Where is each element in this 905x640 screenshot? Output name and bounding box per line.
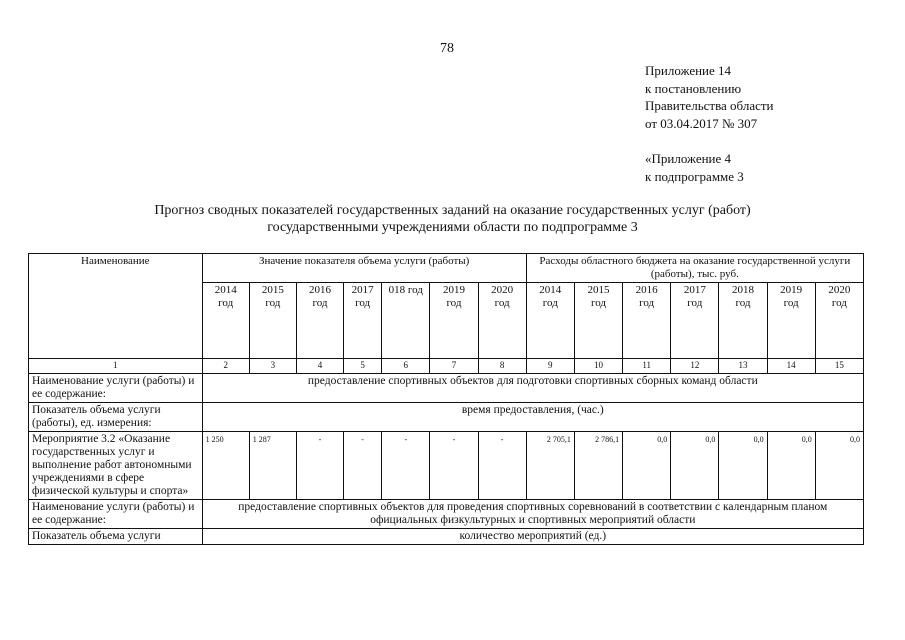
column-number: 4 (296, 359, 343, 374)
year-cell: 2019 год (767, 283, 815, 359)
value-cell: 0,0 (623, 432, 671, 500)
value-cell: 0,0 (719, 432, 767, 500)
value-cell: 2 786,1 (574, 432, 622, 500)
year-cell: 2020 год (478, 283, 526, 359)
indicator-value: количество мероприятий (ед.) (202, 529, 863, 545)
column-number: 13 (719, 359, 767, 374)
measure-row (29, 432, 864, 500)
appendix-reference (645, 62, 774, 132)
column-number: 12 (671, 359, 719, 374)
year-cell: 2014 год (526, 283, 574, 359)
year-cell: 2017 год (344, 283, 382, 359)
column-number: 11 (623, 359, 671, 374)
title-line: Прогноз сводных показателей государственных заданий на оказание государственных услуг (работ) (154, 203, 751, 218)
service-name-label: Наименование услуги (работы) и ее содержание: (29, 374, 203, 403)
value-cell: - (430, 432, 478, 500)
indicator-value: время предоставления, (час.) (202, 403, 863, 432)
column-number-row (29, 359, 864, 374)
year-cell: 2019 год (430, 283, 478, 359)
page-number: 78 (440, 41, 454, 56)
value-cell: - (382, 432, 430, 500)
indicator-label: Показатель объема услуги (29, 529, 203, 545)
service-name-row-2 (29, 500, 864, 529)
value-cell: 1 250 (202, 432, 249, 500)
service-name-label: Наименование услуги (работы) и ее содержание: (29, 500, 203, 529)
indicator-row (29, 403, 864, 432)
service-name-value: предоставление спортивных объектов для проведения спортивных соревнований в соответствии с календарным планом официальных физкультурных и спортивных мероприятий области (202, 500, 863, 529)
service-name-row (29, 374, 864, 403)
forecast-table (28, 253, 864, 545)
column-number: 9 (526, 359, 574, 374)
column-number: 1 (29, 359, 203, 374)
column-number: 10 (574, 359, 622, 374)
column-number: 5 (344, 359, 382, 374)
header-row (29, 254, 864, 283)
appendix-line: к подпрограмме 3 (645, 168, 744, 184)
year-cell: 2015 год (574, 283, 622, 359)
appendix-line: «Приложение 4 (645, 151, 732, 166)
appendix-line: от 03.04.2017 № 307 (645, 115, 758, 131)
appendix-line: к постановлению (645, 80, 742, 96)
service-name-value: предоставление спортивных объектов для подготовки спортивных сборных команд области (202, 374, 863, 403)
year-cell: 2020 год (815, 283, 863, 359)
appendix-line: Правительства области (645, 98, 774, 113)
column-number: 15 (815, 359, 863, 374)
value-cell: 2 705,1 (526, 432, 574, 500)
year-cell: 2018 год (719, 283, 767, 359)
value-cell: - (296, 432, 343, 500)
header-volume: Значение показателя объема услуги (работы) (202, 254, 526, 283)
column-number: 6 (382, 359, 430, 374)
column-number: 3 (249, 359, 296, 374)
year-cell: 2017 год (671, 283, 719, 359)
header-name: Наименование (29, 254, 203, 359)
title-line: государственными учреждениями области по подпрограмме 3 (267, 220, 638, 235)
year-cell: 2016 год (296, 283, 343, 359)
year-cell: 2014 год (202, 283, 249, 359)
column-number: 14 (767, 359, 815, 374)
year-cell: 2016 год (623, 283, 671, 359)
column-number: 7 (430, 359, 478, 374)
column-number: 2 (202, 359, 249, 374)
year-cell: 2015 год (249, 283, 296, 359)
value-cell: - (344, 432, 382, 500)
value-cell: 1 287 (249, 432, 296, 500)
measure-label: Мероприятие 3.2 «Оказание государственных услуг и выполнение работ автономными учреждениями в сфере физической культуры и спорта» (29, 432, 203, 500)
value-cell: 0,0 (767, 432, 815, 500)
value-cell: - (478, 432, 526, 500)
column-number: 8 (478, 359, 526, 374)
year-cell: 018 год (382, 283, 430, 359)
value-cell: 0,0 (671, 432, 719, 500)
indicator-label: Показатель объема услуги (работы), ед. измерения: (29, 403, 203, 432)
appendix-line: Приложение 14 (645, 63, 732, 78)
header-expenses: Расходы областного бюджета на оказание государственной услуги (работы), тыс. руб. (526, 254, 863, 283)
indicator-row-2 (29, 529, 864, 545)
subprogram-reference (645, 150, 744, 185)
value-cell: 0,0 (815, 432, 863, 500)
document-title (0, 202, 905, 236)
